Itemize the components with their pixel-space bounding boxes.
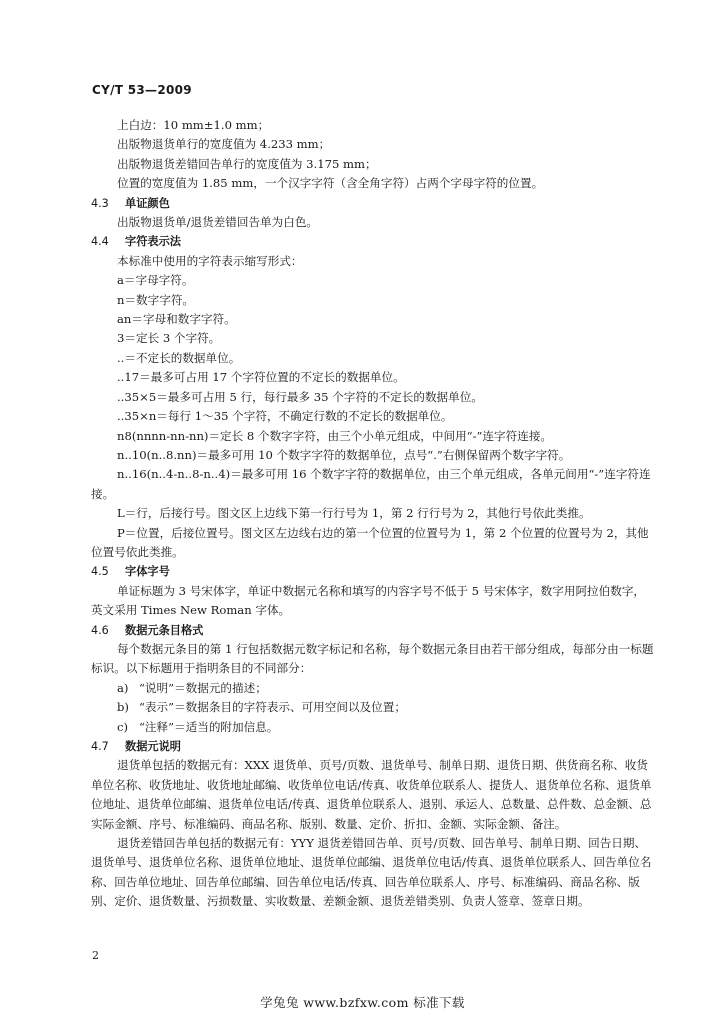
paragraph: 本标准中使用的字符表示缩写形式：	[117, 253, 303, 268]
section-heading-4-5	[91, 562, 656, 581]
notation-line: an＝字母和数字字符。	[117, 312, 236, 327]
paragraph: 每个数据元条目的第 1 行包括数据元数字标记和名称，每个数据元条目由若干部分组成，每部分由一标题标识。以下标题用于指明条目的不同部分：	[91, 641, 654, 676]
section-number: 4.6	[91, 623, 109, 637]
paragraph: 退货单包括的数据元有：XXX 退货单、页号/页数、退货单号、制单日期、退货日期、供货商名称、收货单位名称、收货地址、收货地址邮编、收货单位电话/传真、收货单位联系人、提货人、退货单位名称、退货单位地址、退货单位邮编、退货单位电话/传真、退货单位联系人、退别、承运人、总数量、总件数、总金额、总实际金额、序号、标准编码、商品名称、版别、数量、定价、折扣、金额、实际金额、备注。	[91, 758, 652, 831]
footer-watermark: 学兔兔 www.bzfxw.com 标准下载	[260, 995, 465, 1010]
paragraph: 出版物退货单/退货差错回告单为白色。	[117, 215, 319, 230]
section-number: 4.7	[91, 740, 109, 753]
section-number: 4.3	[91, 196, 109, 210]
notation-line: n..16(n..4-n..8-n..4)＝最多可用 16 个数字字符的数据单位，由三个单元组成，各单元间用“-”连字符连接。	[91, 467, 651, 501]
page-number: 2	[92, 949, 99, 962]
section-heading-4-4	[91, 232, 656, 251]
document-body	[91, 116, 656, 912]
notation-line: L＝行，后接行号。图文区上边线下第一行行号为 1，第 2 行行号为 2，其他行号依此类推。	[117, 506, 591, 521]
list-text: “注释”＝适当的附加信息。	[139, 719, 279, 734]
notation-line: n＝数字字符。	[117, 292, 195, 307]
notation-line: ..35×n＝每行 1～35 个字符，不确定行数的不定长的数据单位。	[117, 409, 453, 424]
section-title: 字符表示法	[125, 235, 181, 249]
list-item	[91, 679, 656, 698]
list-item	[91, 718, 656, 737]
section-heading-4-3	[91, 194, 656, 213]
standard-code: CY/T 53—2009	[92, 83, 192, 97]
section-title: 数据元条目格式	[125, 623, 204, 637]
notation-line: n..10(n..8.nn)＝最多可用 10 个数字字符的数据单位，点号“.”右侧保留两个数字字符。	[117, 447, 571, 462]
notation-line: ..35×5＝最多可占用 5 行，每行最多 35 个字符的不定长的数据单位。	[117, 389, 483, 404]
list-marker: b)	[117, 700, 129, 715]
paragraph: 退货差错回告单包括的数据元有：YYY 退货差错回告单、页号/页数、回告单号、制单日期、回告日期、退货单号、退货单位名称、退货单位地址、退货单位邮编、退货单位电话/传真、退货单位联系人、回告单位名称、回告单位地址、回告单位邮编、回告单位电话/传真、回告单位联系人、序号、标准编码、商品名称、版别、定价、退货数量、污损数量、实收数量、差额金额、退货差错类别、负责人签章、签章日期。	[91, 836, 652, 909]
section-title: 单证颜色	[125, 196, 170, 210]
section-heading-4-6	[91, 621, 656, 640]
list-marker: a)	[117, 680, 129, 695]
list-item	[91, 698, 656, 717]
section-heading-4-7	[91, 737, 656, 756]
notation-line: n8(nnnn-nn-nn)＝定长 8 个数字字符，由三个小单元组成，中间用“-”连字符连接。	[117, 428, 553, 443]
notation-line: P＝位置，后接位置号。图文区左边线右边的第一个位置的位置号为 1，第 2 个位置的位置号为 2，其他位置号依此类推。	[91, 525, 649, 559]
notation-line: a＝字母字符。	[117, 273, 194, 288]
intro-line: 出版物退货差错回告单行的宽度值为 3.175 mm；	[117, 156, 377, 171]
intro-line: 上白边：10 mm±1.0 mm；	[117, 118, 270, 132]
list-text: “表示”＝数据条目的字符表示、可用空间以及位置；	[139, 700, 406, 715]
paragraph: 单证标题为 3 号宋体字，单证中数据元名称和填写的内容字号不低于 5 号宋体字，数字用阿拉伯数字，英文采用 Times New Roman 字体。	[91, 583, 646, 618]
intro-line: 位置的宽度值为 1.85 mm，一个汉字字符（含全角字符）占两个字母字符的位置。	[117, 176, 544, 191]
notation-line: ..＝不定长的数据单位。	[117, 350, 241, 365]
notation-line: ..17＝最多可占用 17 个字符位置的不定长的数据单位。	[117, 370, 405, 385]
section-number: 4.5	[91, 565, 109, 579]
section-title: 字体字号	[125, 565, 170, 579]
intro-line: 出版物退货单行的宽度值为 4.233 mm；	[117, 137, 331, 152]
section-title: 数据元说明	[125, 740, 181, 753]
list-text: “说明”＝数据元的描述；	[139, 680, 267, 695]
list-marker: c)	[117, 719, 129, 734]
notation-line: 3＝定长 3 个字符。	[117, 331, 221, 346]
section-number: 4.4	[91, 235, 109, 249]
